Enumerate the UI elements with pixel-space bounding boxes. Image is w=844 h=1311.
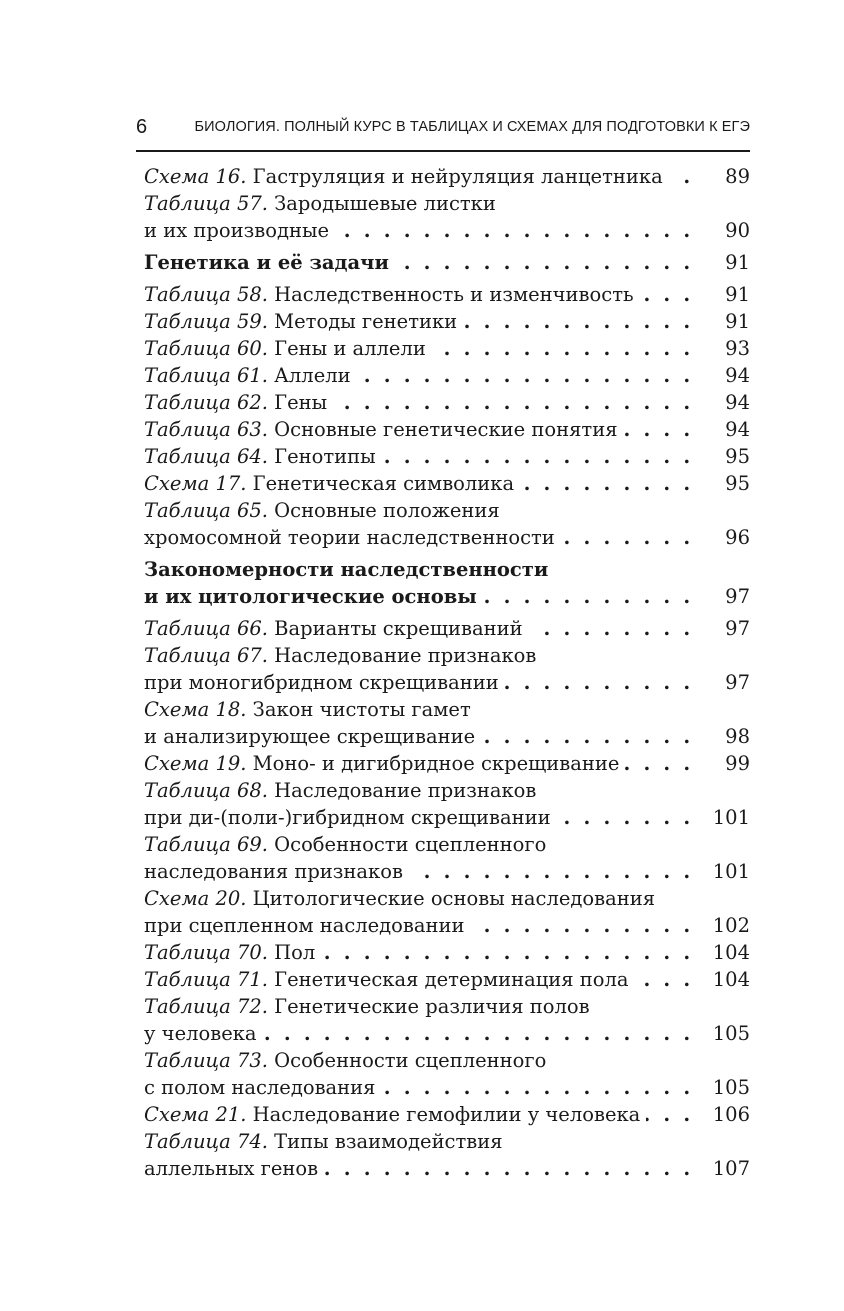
toc-entry-title [144,966,635,993]
toc-page-number: 97 [721,615,750,642]
toc-page-number: 90 [721,217,750,244]
toc-entry-text: и анализирующее скрещивание [144,725,476,748]
toc-entry-text: Аллели [274,364,351,387]
toc-entry-title [144,416,624,443]
toc-page-number: 102 [709,912,750,939]
toc-line [144,1155,750,1182]
toc-entry-text: Цитологические основы наследования [252,887,656,910]
toc-entry-title [144,524,561,551]
toc-entry [144,615,750,642]
toc-line [144,1020,750,1047]
toc-entry-title [144,1101,646,1128]
toc-entry [144,416,750,443]
toc-line [144,362,750,389]
toc-entry [144,1101,750,1128]
toc-entry-text: Гены [274,391,328,414]
toc-entry-label: Таблица 58. [144,283,268,306]
toc-entry-text: Гаструляция и нейруляция ланцетника [252,165,663,188]
toc-entry-title [144,939,321,966]
toc-entry-text: Моно- и дигибридное скрещивание [252,752,620,775]
toc-entry [144,642,750,696]
toc-entry-text: при ди-(поли-)гибридном скрещивании [144,806,551,829]
toc-entry-label: Таблица 72. [144,995,268,1018]
toc-line [144,583,750,610]
toc-entry-text: с полом наследования [144,1076,376,1099]
toc-page-number: 101 [709,858,750,885]
toc-line [144,389,750,416]
toc-line [144,858,750,885]
toc-entry-label: Таблица 57. [144,192,268,215]
toc-entry-text: Наследственность и изменчивость [274,283,634,306]
toc-entry [144,470,750,497]
toc-line [144,885,750,912]
toc-line [144,163,750,190]
toc-page-number: 94 [721,416,750,443]
toc-page-number: 98 [721,723,750,750]
toc-entry-text: Пол [274,941,316,964]
toc-line [144,470,750,497]
toc-entry-title [144,308,463,335]
toc-entry [144,443,750,470]
toc-entry-label: Схема 21. [144,1103,247,1126]
toc-page-number: 101 [709,804,750,831]
toc-entry-text: Особенности сцепленного [274,833,547,856]
toc-line [144,723,750,750]
toc-entry-label: Таблица 73. [144,1049,268,1072]
toc-entry-text: и их цитологические основы [144,585,477,608]
toc-section-title [144,249,395,276]
table-of-contents [144,163,750,1182]
toc-entry-text: у человека [144,1022,257,1045]
toc-page-number: 94 [721,389,750,416]
toc-entry-label: Таблица 67. [144,644,268,667]
toc-entry [144,497,750,551]
toc-entry-text: Генетика и её задачи [144,251,389,274]
toc-page-number: 106 [709,1101,750,1128]
toc-page-number: 96 [721,524,750,551]
toc-entry-title [144,163,669,190]
toc-entry-label: Таблица 64. [144,445,268,468]
toc-entry-label: Таблица 60. [144,337,268,360]
page-header [136,114,750,144]
toc-entry-text: при моногибридном скрещивании [144,671,499,694]
toc-entry-text: Генотипы [274,445,376,468]
page-number: 6 [136,116,148,138]
toc-page-number: 105 [709,1074,750,1101]
toc-entry-text: Варианты скрещиваний [274,617,523,640]
toc-entry-label: Таблица 61. [144,364,268,387]
toc-line [144,308,750,335]
toc-entry-title [144,993,596,1020]
toc-line [144,1074,750,1101]
toc-entry-title [144,1047,552,1074]
toc-entry-label: Схема 17. [144,472,247,495]
toc-entry-title [144,217,335,244]
toc-entry-label: Таблица 63. [144,418,268,441]
toc-entry-text: и их производные [144,219,330,242]
toc-line [144,966,750,993]
toc-entry-title [144,642,542,669]
toc-entry-label: Таблица 59. [144,310,268,333]
toc-entry [144,1128,750,1182]
toc-entry-title [144,1074,381,1101]
toc-entry-text: хромосомной теории наследственности [144,526,555,549]
toc-entry-label: Схема 16. [144,165,247,188]
toc-entry [144,308,750,335]
toc-line [144,912,750,939]
toc-entry-title [144,443,382,470]
toc-page-number: 105 [709,1020,750,1047]
toc-entry-text: Типы взаимодействия [274,1130,503,1153]
toc-line [144,416,750,443]
toc-entry-label: Схема 18. [144,698,247,721]
toc-entry [144,362,750,389]
toc-entry [144,831,750,885]
toc-entry-label: Таблица 69. [144,833,268,856]
toc-entry-title [144,335,432,362]
toc-entry-title [144,696,477,723]
toc-entry-text: Генетическая детерминация пола [274,968,629,991]
header-rule [136,150,750,152]
toc-page-number: 91 [721,249,750,276]
toc-line [144,642,750,669]
toc-line [144,1047,750,1074]
toc-line [144,217,750,244]
toc-entry-label: Таблица 66. [144,617,268,640]
toc-page-number: 89 [721,163,750,190]
toc-page-number: 97 [721,583,750,610]
toc-line [144,524,750,551]
toc-entry [144,163,750,190]
toc-entry-text: Наследование признаков [274,644,537,667]
toc-entry-title [144,190,502,217]
toc-entry-title [144,1020,263,1047]
toc-page-number: 91 [721,308,750,335]
running-title: БИОЛОГИЯ. ПОЛНЫЙ КУРС В ТАБЛИЦАХ И СХЕМАХ ДЛЯ ПОДГОТОВКИ К ЕГЭ [194,119,750,135]
toc-line [144,1101,750,1128]
toc-entry-text: Генетические различия полов [274,995,590,1018]
toc-entry-title [144,497,506,524]
toc-entry-text: аллельных генов [144,1157,319,1180]
toc-page-number: 99 [721,750,750,777]
toc-line [144,556,750,583]
toc-page-number: 104 [709,939,750,966]
toc-line [144,190,750,217]
toc-entry-title [144,615,529,642]
toc-entry [144,389,750,416]
toc-entry [144,190,750,244]
toc-entry-label: Таблица 62. [144,391,268,414]
toc-entry-title [144,470,520,497]
toc-entry-text: Особенности сцепленного [274,1049,547,1072]
toc-entry-title [144,389,333,416]
toc-entry [144,335,750,362]
toc-line [144,335,750,362]
toc-entry-title [144,1128,509,1155]
toc-entry-label: Таблица 70. [144,941,268,964]
toc-line [144,1128,750,1155]
toc-entry-text: наследования признаков [144,860,403,883]
toc-line [144,777,750,804]
toc-entry [144,244,750,281]
toc-entry-label: Таблица 71. [144,968,268,991]
toc-entry-text: при сцепленном наследовании [144,914,465,937]
toc-page-number: 91 [721,281,750,308]
toc-entry-label: Схема 20. [144,887,247,910]
toc-entry-title [144,912,471,939]
toc-entry [144,885,750,939]
toc-entry [144,939,750,966]
toc-entry-title [144,750,625,777]
toc-entry-text: Закон чистоты гамет [252,698,471,721]
toc-entry [144,966,750,993]
toc-line [144,669,750,696]
toc-entry-text: Наследование гемофилии у человека [252,1103,641,1126]
toc-section-title [144,556,554,583]
toc-line [144,831,750,858]
toc-line [144,615,750,642]
toc-entry-title [144,804,557,831]
toc-entry-text: Основные положения [274,499,500,522]
toc-section-title [144,583,483,610]
toc-line [144,696,750,723]
toc-entry-label: Таблица 65. [144,499,268,522]
toc-entry-label: Таблица 74. [144,1130,268,1153]
toc-page-number: 107 [709,1155,750,1182]
toc-entry-text: Основные генетические понятия [274,418,618,441]
toc-page-number: 97 [721,669,750,696]
toc-line [144,993,750,1020]
toc-entry [144,1047,750,1101]
toc-line [144,249,750,276]
toc-entry-label: Схема 19. [144,752,247,775]
toc-entry-title [144,669,505,696]
toc-entry-title [144,281,640,308]
toc-entry-text: Методы генетики [274,310,458,333]
toc-entry [144,993,750,1047]
toc-entry [144,750,750,777]
toc-entry-title [144,362,357,389]
toc-page-number: 93 [721,335,750,362]
toc-line [144,497,750,524]
toc-entry-text: Наследование признаков [274,779,537,802]
toc-line [144,804,750,831]
toc-entry [144,696,750,750]
toc-line [144,443,750,470]
toc-page-number: 95 [721,470,750,497]
toc-entry-text: Закономерности наследственности [144,558,549,581]
toc-entry-text: Зародышевые листки [274,192,496,215]
toc-line [144,281,750,308]
toc-entry-title [144,831,552,858]
toc-line [144,750,750,777]
toc-entry [144,777,750,831]
toc-page-number: 104 [709,966,750,993]
toc-entry [144,551,750,615]
toc-entry-text: Генетическая символика [252,472,515,495]
toc-entry [144,281,750,308]
toc-entry-title [144,723,481,750]
toc-entry-title [144,885,661,912]
toc-entry-title [144,1155,324,1182]
toc-entry-label: Таблица 68. [144,779,268,802]
toc-entry-title [144,777,542,804]
toc-entry-text: Гены и аллели [274,337,426,360]
toc-page-number: 95 [721,443,750,470]
toc-line [144,939,750,966]
toc-page-number: 94 [721,362,750,389]
toc-entry-title [144,858,409,885]
